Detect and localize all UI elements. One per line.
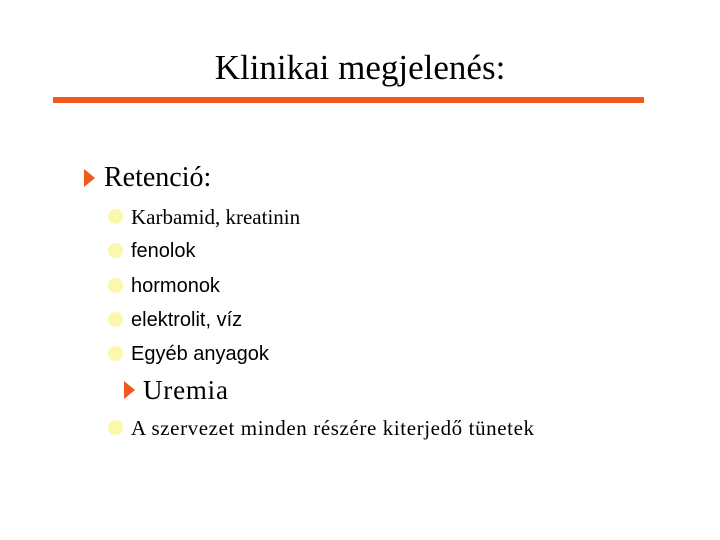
list-item	[108, 306, 242, 334]
round-bullet-icon	[108, 312, 123, 327]
list-item	[108, 340, 269, 368]
round-bullet-icon	[108, 420, 123, 435]
triangle-bullet-icon	[124, 381, 135, 399]
slide-title: Klinikai megjelenés:	[214, 48, 506, 87]
list-item-label: elektrolit, víz	[131, 309, 243, 331]
section-heading-uremia	[124, 373, 229, 407]
round-bullet-icon	[108, 346, 123, 361]
list-item-label: Egyéb anyagok	[131, 343, 269, 365]
round-bullet-icon	[108, 278, 123, 293]
section-heading-label: Uremia	[143, 375, 229, 405]
list-item	[108, 272, 220, 300]
list-item-label: hormonok	[131, 275, 220, 297]
list-item-label: A szervezet minden részére kiterjedő tünetek	[131, 416, 535, 440]
list-item	[108, 203, 300, 231]
list-item	[108, 414, 535, 442]
list-item	[108, 237, 196, 265]
triangle-bullet-icon	[84, 169, 95, 187]
list-item-label: Karbamid, kreatinin	[131, 205, 301, 229]
round-bullet-icon	[108, 243, 123, 258]
list-item-label: fenolok	[131, 240, 196, 262]
section-heading-retencio	[84, 161, 211, 195]
title-divider	[53, 97, 644, 103]
section-heading-label: Retenció:	[104, 162, 212, 193]
round-bullet-icon	[108, 209, 123, 224]
